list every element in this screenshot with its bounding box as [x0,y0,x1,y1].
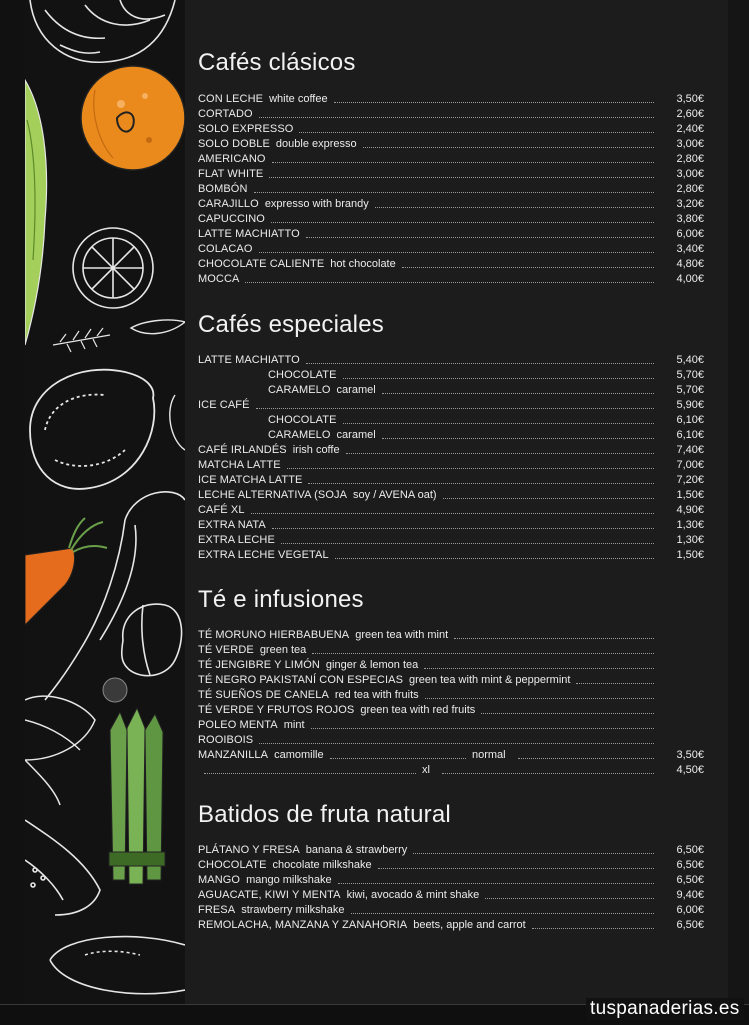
menu-item [198,657,704,672]
dot-leader [334,102,654,103]
dot-leader [363,147,654,148]
cabbage-illustration [30,0,175,62]
menu-item [198,241,704,256]
garlic-illustration [122,604,182,676]
menu-item [198,181,704,196]
dot-leader [312,653,654,654]
page-left-margin [0,0,25,1024]
menu-item-english: double expresso [275,138,357,150]
menu-item [198,857,704,872]
menu-item-price: 2,80€ [676,183,704,195]
menu-item [198,887,704,902]
menu-item [198,397,704,412]
menu-item [198,412,704,427]
menu-item-name: LATTE MACHIATTO [198,228,300,240]
menu-item-name: TÉ VERDE Y FRUTOS ROJOS [198,704,355,716]
menu-item-price: 7,20€ [676,474,704,486]
menu-item-name: SOLO EXPRESSO [198,123,294,135]
menu-item-name: TÉ VERDE [198,644,254,656]
menu-item-name: CORTADO [198,108,253,120]
menu-item [198,106,704,121]
menu-item-name: LECHE ALTERNATIVA (SOJA [198,489,348,501]
menu-item-price: 2,80€ [676,153,704,165]
menu-item [198,532,704,547]
menu-list-cafes-clasicos [198,91,704,286]
page-right-margin [728,0,749,1024]
menu-item-name: ICE CAFÉ [198,399,250,411]
menu-item [198,91,704,106]
menu-item-name: EXTRA LECHE VEGETAL [198,549,329,561]
menu-item-size: xl [422,764,430,776]
leek-illustration [25,820,100,915]
dot-leader [204,773,416,774]
menu-item-name: FRESA [198,904,236,916]
herb-sprig-illustration [53,328,110,352]
dot-leader [308,483,654,484]
dot-leader [272,162,654,163]
menu-item [198,487,704,502]
menu-item-english: chocolate milkshake [272,859,372,871]
menu-item [198,687,704,702]
dot-leader [259,743,654,744]
menu-item-english: beets, apple and carrot [413,919,526,931]
watermark: tuspanaderias.es [586,998,744,1020]
dot-leader [518,758,654,759]
menu-item-name: PLÁTANO Y FRESA [198,844,300,856]
dot-leader [442,773,654,774]
menu-item-english: green tea [259,644,307,656]
menu-item [198,702,704,717]
dot-leader [351,913,655,914]
menu-item-english: banana & strawberry [305,844,408,856]
menu-item-name: SOLO DOBLE [198,138,270,150]
menu-item-name: CON LECHE [198,93,264,105]
menu-item-name: AMERICANO [198,153,266,165]
menu-item-name: POLEO MENTA [198,719,278,731]
dot-leader [254,192,655,193]
menu-item [198,151,704,166]
menu-item-name: MANGO [198,874,241,886]
section-title-cafes-clasicos: Cafés clásicos [198,49,356,76]
menu-item-name: CARAMELO [268,429,331,441]
menu-item [198,256,704,271]
menu-item [198,166,704,181]
olive-illustration [103,678,127,702]
dot-leader [259,252,655,253]
menu-item-name: MATCHA LATTE [198,459,281,471]
menu-list-te-infusiones [198,627,704,777]
menu-item-price: 6,50€ [676,874,704,886]
menu-item-name: EXTRA NATA [198,519,266,531]
menu-item-price: 5,90€ [676,399,704,411]
turnip-illustration [45,492,185,700]
dot-leader [532,928,654,929]
dot-leader [281,543,654,544]
menu-item [198,382,704,397]
dot-leader [443,498,654,499]
menu-item-price: 3,80€ [676,213,704,225]
dot-leader [306,237,654,238]
menu-item-english: red tea with fruits [334,689,419,701]
dot-leader [299,132,654,133]
menu-item [198,457,704,472]
menu-item-english: ginger & lemon tea [325,659,419,671]
menu-item [198,642,704,657]
menu-item-name: AGUACATE, KIWI Y MENTA [198,889,341,901]
menu-item-english: caramel [336,429,376,441]
menu-item-price: 4,90€ [676,504,704,516]
menu-item-price: 9,40€ [676,889,704,901]
menu-item [198,672,704,687]
orange-illustration [81,66,185,170]
leaf-illustration [170,395,185,450]
menu-item [198,917,704,932]
dot-leader [306,363,654,364]
menu-item-name: REMOLACHA, MANZANA Y ZANAHORIA [198,919,408,931]
lettuce-illustration [25,80,47,345]
menu-item-price: 2,40€ [676,123,704,135]
menu-item-name: CHOCOLATE CALIENTE [198,258,325,270]
menu-item-price: 5,70€ [676,369,704,381]
menu-item-english: white coffee [269,93,328,105]
menu-item-name: CARAMELO [268,384,331,396]
cut-citrus-illustration [73,228,153,308]
menu-item-english: green tea with mint [355,629,449,641]
menu-item-english: green tea with mint & peppermint [409,674,571,686]
menu-item-price: 1,30€ [676,519,704,531]
menu-item-english: mango milkshake [246,874,332,886]
menu-item [198,872,704,887]
dot-leader [338,883,654,884]
menu-item-name: CARAJILLO [198,198,259,210]
menu-item-price: 1,30€ [676,534,704,546]
dot-leader [378,868,654,869]
menu-item-price: 3,00€ [676,138,704,150]
menu-item-english: green tea with red fruits [360,704,476,716]
spinach-illustration [25,696,95,805]
menu-item [198,427,704,442]
dot-leader [425,698,654,699]
menu-item-name: MANZANILLA [198,749,269,761]
menu-item [198,502,704,517]
menu-item-name: BOMBÓN [198,183,248,195]
menu-item [198,732,704,747]
dot-leader [346,453,654,454]
menu-item [198,211,704,226]
menu-item [198,747,704,762]
dot-leader [402,267,654,268]
zucchini-illustration [50,937,185,994]
menu-item-name: CHOCOLATE [268,414,337,426]
dot-leader [375,207,654,208]
asparagus-illustration [109,708,165,884]
dot-leader [256,408,654,409]
menu-item-price: 6,50€ [676,859,704,871]
menu-item-name: CHOCOLATE [198,859,267,871]
menu-item [198,472,704,487]
menu-item [198,442,704,457]
dot-leader [413,853,654,854]
menu-item-name: CAPUCCINO [198,213,265,225]
menu-item-price: 5,70€ [676,384,704,396]
menu-item-price: 7,00€ [676,459,704,471]
section-title-batidos: Batidos de fruta natural [198,801,451,828]
menu-item-name: CAFÉ IRLANDÉS [198,444,287,456]
section-title-cafes-especiales: Cafés especiales [198,311,384,338]
menu-item-name: ICE MATCHA LATTE [198,474,303,486]
menu-item-price: 6,10€ [676,414,704,426]
pea-pod-illustration [131,320,185,334]
menu-item-price: 4,50€ [676,764,705,776]
menu-item-price: 6,10€ [676,429,704,441]
dot-leader [245,282,654,283]
menu-item-price: 3,50€ [676,93,704,105]
menu-item-english: kiwi, avocado & mint shake [346,889,480,901]
dot-leader [335,558,654,559]
menu-item-english: soy / AVENA oat) [353,489,437,501]
menu-item-price: 6,00€ [676,228,704,240]
menu-item-name: FLAT WHITE [198,168,264,180]
menu-item-name: CHOCOLATE [268,369,337,381]
menu-item [198,717,704,732]
menu-item-price: 3,50€ [676,749,704,761]
menu-item-english: strawberry milkshake [241,904,345,916]
menu-item-price: 3,40€ [676,243,704,255]
menu-item [198,121,704,136]
menu-item-name: EXTRA LECHE [198,534,275,546]
menu-item-english: expresso with brandy [264,198,369,210]
menu-item [198,517,704,532]
menu-item [198,902,704,917]
menu-item [198,226,704,241]
dot-leader [424,668,654,669]
menu-item-name: COLACAO [198,243,253,255]
menu-item-english: hot chocolate [330,258,396,270]
menu-item [198,271,704,286]
menu-item-price: 1,50€ [676,489,704,501]
dot-leader [481,713,654,714]
lemon-illustration [30,370,154,489]
menu-item-name: MOCCA [198,273,240,285]
menu-item-name: ROOIBOIS [198,734,254,746]
menu-item-price: 1,50€ [676,549,704,561]
menu-item-name: CAFÉ XL [198,504,245,516]
dot-leader [382,438,654,439]
dot-leader [330,758,466,759]
vegetable-illustration-strip [25,0,185,1004]
menu-item [198,352,704,367]
dot-leader [343,423,654,424]
menu-item-price: 4,00€ [676,273,704,285]
menu-list-batidos [198,842,704,932]
menu-item-price: 4,80€ [676,258,704,270]
menu-item [198,547,704,562]
menu-item [198,762,704,777]
menu-item-price: 6,00€ [676,904,704,916]
menu-item-english: caramel [336,384,376,396]
menu-item-name: TÉ MORUNO HIERBABUENA [198,629,350,641]
menu-item-price: 2,60€ [676,108,704,120]
dot-leader [272,528,654,529]
dot-leader [382,393,654,394]
menu-item-price: 6,50€ [676,919,704,931]
menu-item-price: 3,00€ [676,168,704,180]
menu-list-cafes-especiales [198,352,704,562]
dot-leader [269,177,654,178]
menu-item [198,136,704,151]
menu-item [198,196,704,211]
menu-item-english: irish coffe [292,444,340,456]
menu-item-price: 7,40€ [676,444,704,456]
dot-leader [485,898,654,899]
dot-leader [287,468,654,469]
menu-item-name: TÉ NEGRO PAKISTANÍ CON ESPECIAS [198,674,404,686]
section-title-te-infusiones: Té e infusiones [198,586,364,613]
dot-leader [576,683,654,684]
dot-leader [271,222,654,223]
menu-item-size: normal [471,749,506,761]
menu-item-price: 5,40€ [676,354,704,366]
menu-item-english: mint [283,719,305,731]
menu-item-price: 6,50€ [676,844,704,856]
menu-item [198,842,704,857]
menu-item [198,367,704,382]
dot-leader [259,117,654,118]
dot-leader [454,638,654,639]
dot-leader [311,728,654,729]
menu-item-name: TÉ SUEÑOS DE CANELA [198,689,329,701]
menu-item [198,627,704,642]
carrot-illustration [25,518,107,625]
menu-item-name: LATTE MACHIATTO [198,354,300,366]
menu-item-english: camomille [274,749,324,761]
menu-item-price: 3,20€ [676,198,704,210]
dot-leader [251,513,654,514]
menu-item-name: TÉ JENGIBRE Y LIMÓN [198,659,320,671]
dot-leader [343,378,654,379]
